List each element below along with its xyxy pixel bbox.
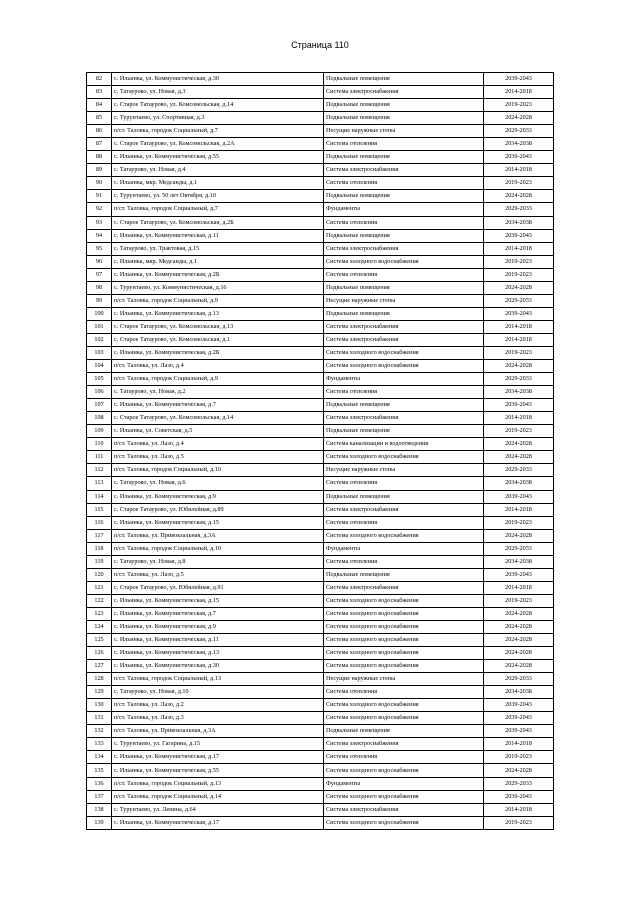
address-cell: с. Старое Татаурово, ул. Юбилейная, д.91 bbox=[112, 581, 324, 594]
row-number: 108 bbox=[87, 412, 112, 425]
address-cell: с. Старое Татаурово, ул. Комсомольская, д.1 bbox=[112, 333, 324, 346]
row-number: 126 bbox=[87, 647, 112, 660]
period-cell: 2019-2023 bbox=[484, 594, 554, 607]
element-cell: Система холодного водоснабжения bbox=[324, 699, 484, 712]
table-row bbox=[87, 255, 554, 268]
address-cell: п/ст. Таловка, ул. Лазо, д.5 bbox=[112, 451, 324, 464]
period-cell: 2019-2023 bbox=[484, 177, 554, 190]
period-cell: 2029-2033 bbox=[484, 125, 554, 138]
row-number: 87 bbox=[87, 138, 112, 151]
element-cell: Система холодного водоснабжения bbox=[324, 660, 484, 673]
row-number: 111 bbox=[87, 451, 112, 464]
table-row bbox=[87, 790, 554, 803]
table-row bbox=[87, 464, 554, 477]
row-number: 110 bbox=[87, 438, 112, 451]
row-number: 93 bbox=[87, 216, 112, 229]
address-cell: с. Турунтаево, ул. 50 лет Октября, д.10 bbox=[112, 190, 324, 203]
row-number: 105 bbox=[87, 373, 112, 386]
element-cell: Система отопления bbox=[324, 386, 484, 399]
address-cell: с. Старое Татаурово, ул. Комсомольская, д.2А bbox=[112, 138, 324, 151]
table-row bbox=[87, 542, 554, 555]
element-cell: Система холодного водоснабжения bbox=[324, 764, 484, 777]
address-cell: п/ст. Таловка, городок Социальный, д.7 bbox=[112, 125, 324, 138]
address-cell: с. Ильинка, ул. Коммунистическая, д.17 bbox=[112, 816, 324, 829]
address-cell: с. Ильинка, ул. Советская, д.5 bbox=[112, 425, 324, 438]
element-cell: Несущие наружные стены bbox=[324, 125, 484, 138]
row-number: 115 bbox=[87, 503, 112, 516]
table-row bbox=[87, 73, 554, 86]
address-cell: с. Ильинка, ул. Коммунистическая, д.11 bbox=[112, 634, 324, 647]
row-number: 109 bbox=[87, 425, 112, 438]
element-cell: Система отопления bbox=[324, 477, 484, 490]
row-number: 131 bbox=[87, 712, 112, 725]
period-cell: 2034-2038 bbox=[484, 686, 554, 699]
address-cell: с. Ильинка, мкр. Медсанды, д.1 bbox=[112, 177, 324, 190]
period-cell: 2014-2018 bbox=[484, 320, 554, 333]
registry-table bbox=[86, 72, 554, 830]
table-row bbox=[87, 725, 554, 738]
element-cell: Система электроснабжения bbox=[324, 503, 484, 516]
period-cell: 2019-2023 bbox=[484, 255, 554, 268]
element-cell: Подвальные помещения bbox=[324, 568, 484, 581]
address-cell: с. Татаурово, ул. Новая, д.3 bbox=[112, 86, 324, 99]
period-cell: 2019-2023 bbox=[484, 516, 554, 529]
row-number: 132 bbox=[87, 725, 112, 738]
period-cell: 2029-2033 bbox=[484, 777, 554, 790]
period-cell: 2024-2028 bbox=[484, 620, 554, 633]
period-cell: 2039-2043 bbox=[484, 699, 554, 712]
row-number: 134 bbox=[87, 751, 112, 764]
table-row bbox=[87, 751, 554, 764]
table-row bbox=[87, 568, 554, 581]
address-cell: с. Турунтаево, ул. Ленина, д.64 bbox=[112, 803, 324, 816]
address-cell: п/ст. Таловка, городок Социальный, д.7 bbox=[112, 203, 324, 216]
address-cell: с. Старое Татаурово, ул. Комсомольская, д.2Б bbox=[112, 216, 324, 229]
row-number: 139 bbox=[87, 816, 112, 829]
table-row bbox=[87, 307, 554, 320]
element-cell: Фундаменты bbox=[324, 542, 484, 555]
row-number: 104 bbox=[87, 360, 112, 373]
element-cell: Несущие наружные стены bbox=[324, 673, 484, 686]
address-cell: с. Ильинка, ул. Коммунистическая, д.55 bbox=[112, 151, 324, 164]
table-row bbox=[87, 816, 554, 829]
table-row bbox=[87, 777, 554, 790]
period-cell: 2029-2033 bbox=[484, 294, 554, 307]
table-row bbox=[87, 686, 554, 699]
table-row bbox=[87, 373, 554, 386]
row-number: 127 bbox=[87, 660, 112, 673]
period-cell: 2019-2023 bbox=[484, 99, 554, 112]
table-row bbox=[87, 294, 554, 307]
element-cell: Несущие наружные стены bbox=[324, 294, 484, 307]
element-cell: Подвальные помещения bbox=[324, 425, 484, 438]
row-number: 90 bbox=[87, 177, 112, 190]
element-cell: Система холодного водоснабжения bbox=[324, 634, 484, 647]
address-cell: с. Ильинка, ул. Коммунистическая, д.7 bbox=[112, 399, 324, 412]
element-cell: Подвальные помещения bbox=[324, 190, 484, 203]
row-number: 124 bbox=[87, 620, 112, 633]
table-row bbox=[87, 516, 554, 529]
element-cell: Подвальные помещения bbox=[324, 73, 484, 86]
row-number: 135 bbox=[87, 764, 112, 777]
address-cell: с. Ильинка, ул. Коммунистическая, д.11 bbox=[112, 229, 324, 242]
period-cell: 2039-2043 bbox=[484, 490, 554, 503]
address-cell: п/ст. Таловка, ул. Привокзальная, д.3А bbox=[112, 529, 324, 542]
row-number: 114 bbox=[87, 490, 112, 503]
element-cell: Система электроснабжения bbox=[324, 581, 484, 594]
element-cell: Система электроснабжения bbox=[324, 333, 484, 346]
address-cell: с. Старое Татаурово, ул. Комсомольская, д.14 bbox=[112, 412, 324, 425]
period-cell: 2024-2028 bbox=[484, 112, 554, 125]
period-cell: 2029-2033 bbox=[484, 673, 554, 686]
element-cell: Подвальные помещения bbox=[324, 490, 484, 503]
element-cell: Система холодного водоснабжения bbox=[324, 816, 484, 829]
period-cell: 2019-2023 bbox=[484, 425, 554, 438]
element-cell: Подвальные помещения bbox=[324, 307, 484, 320]
element-cell: Подвальные помещения bbox=[324, 151, 484, 164]
address-cell: с. Ильинка, ул. Коммунистическая, д.55 bbox=[112, 764, 324, 777]
row-number: 94 bbox=[87, 229, 112, 242]
period-cell: 2034-2038 bbox=[484, 477, 554, 490]
address-cell: с. Ильинка, ул. Коммунистическая, д.2Б bbox=[112, 346, 324, 359]
row-number: 129 bbox=[87, 686, 112, 699]
row-number: 88 bbox=[87, 151, 112, 164]
period-cell: 2039-2043 bbox=[484, 73, 554, 86]
element-cell: Система электроснабжения bbox=[324, 86, 484, 99]
period-cell: 2014-2018 bbox=[484, 242, 554, 255]
element-cell: Система отопления bbox=[324, 516, 484, 529]
row-number: 123 bbox=[87, 607, 112, 620]
row-number: 91 bbox=[87, 190, 112, 203]
row-number: 119 bbox=[87, 555, 112, 568]
table-row bbox=[87, 660, 554, 673]
table-row bbox=[87, 320, 554, 333]
row-number: 128 bbox=[87, 673, 112, 686]
address-cell: с. Ильинка, ул. Коммунистическая, д.15 bbox=[112, 516, 324, 529]
address-cell: п/ст. Таловка, городок Социальный, д.10 bbox=[112, 464, 324, 477]
element-cell: Фундаменты bbox=[324, 777, 484, 790]
period-cell: 2029-2033 bbox=[484, 203, 554, 216]
table-row bbox=[87, 86, 554, 99]
table-row bbox=[87, 764, 554, 777]
address-cell: с. Татаурово, ул. Новая, д.4 bbox=[112, 164, 324, 177]
element-cell: Подвальные помещения bbox=[324, 99, 484, 112]
table-row bbox=[87, 581, 554, 594]
period-cell: 2039-2043 bbox=[484, 712, 554, 725]
address-cell: с. Ильинка, мкр. Медсанды, д.1 bbox=[112, 255, 324, 268]
period-cell: 2039-2043 bbox=[484, 151, 554, 164]
address-cell: п/ст. Таловка, ул. Лазо, д.2 bbox=[112, 699, 324, 712]
row-number: 138 bbox=[87, 803, 112, 816]
element-cell: Система электроснабжения bbox=[324, 738, 484, 751]
address-cell: п/ст. Таловка, городок Социальный, д.10 bbox=[112, 542, 324, 555]
address-cell: с. Ильинка, ул. Коммунистическая, д.7 bbox=[112, 607, 324, 620]
element-cell: Система холодного водоснабжения bbox=[324, 712, 484, 725]
element-cell: Система электроснабжения bbox=[324, 242, 484, 255]
table-row bbox=[87, 673, 554, 686]
address-cell: с. Ильинка, ул. Коммунистическая, д.15 bbox=[112, 594, 324, 607]
table-row bbox=[87, 490, 554, 503]
table-row bbox=[87, 555, 554, 568]
address-cell: п/ст. Таловка, ул. Лазо, д.5 bbox=[112, 568, 324, 581]
address-cell: с. Ильинка, ул. Коммунистическая, д.13 bbox=[112, 307, 324, 320]
row-number: 122 bbox=[87, 594, 112, 607]
period-cell: 2039-2043 bbox=[484, 725, 554, 738]
row-number: 102 bbox=[87, 333, 112, 346]
period-cell: 2029-2033 bbox=[484, 542, 554, 555]
period-cell: 2019-2023 bbox=[484, 816, 554, 829]
row-number: 98 bbox=[87, 281, 112, 294]
element-cell: Подвальные помещения bbox=[324, 112, 484, 125]
row-number: 85 bbox=[87, 112, 112, 125]
row-number: 89 bbox=[87, 164, 112, 177]
period-cell: 2039-2043 bbox=[484, 790, 554, 803]
period-cell: 2034-2038 bbox=[484, 216, 554, 229]
row-number: 92 bbox=[87, 203, 112, 216]
element-cell: Система отопления bbox=[324, 268, 484, 281]
element-cell: Система отопления bbox=[324, 555, 484, 568]
address-cell: с. Старое Татаурово, ул. Юбилейная, д.89 bbox=[112, 503, 324, 516]
table-row bbox=[87, 803, 554, 816]
page-header: Страница 110 bbox=[291, 40, 349, 50]
period-cell: 2029-2033 bbox=[484, 464, 554, 477]
table-row bbox=[87, 229, 554, 242]
period-cell: 2019-2023 bbox=[484, 268, 554, 281]
address-cell: п/ст. Таловка, ул. Лазо, д.4 bbox=[112, 360, 324, 373]
table-row bbox=[87, 112, 554, 125]
table-row bbox=[87, 333, 554, 346]
period-cell: 2034-2038 bbox=[484, 386, 554, 399]
period-cell: 2014-2018 bbox=[484, 412, 554, 425]
table-row bbox=[87, 268, 554, 281]
element-cell: Подвальные помещения bbox=[324, 725, 484, 738]
table-row bbox=[87, 503, 554, 516]
element-cell: Система отопления bbox=[324, 138, 484, 151]
row-number: 113 bbox=[87, 477, 112, 490]
period-cell: 2014-2018 bbox=[484, 738, 554, 751]
table-row bbox=[87, 125, 554, 138]
row-number: 118 bbox=[87, 542, 112, 555]
row-number: 130 bbox=[87, 699, 112, 712]
address-cell: п/ст. Таловка, ул. Лазо, д.4 bbox=[112, 438, 324, 451]
address-cell: с. Ильинка, ул. Коммунистическая, д.9 bbox=[112, 490, 324, 503]
element-cell: Система холодного водоснабжения bbox=[324, 346, 484, 359]
table-row bbox=[87, 438, 554, 451]
element-cell: Система электроснабжения bbox=[324, 412, 484, 425]
element-cell: Система канализации и водоотведения bbox=[324, 438, 484, 451]
element-cell: Фундаменты bbox=[324, 373, 484, 386]
row-number: 137 bbox=[87, 790, 112, 803]
address-cell: п/ст. Таловка, городок Социальный, д.13 bbox=[112, 777, 324, 790]
period-cell: 2024-2028 bbox=[484, 647, 554, 660]
row-number: 97 bbox=[87, 268, 112, 281]
table-row bbox=[87, 242, 554, 255]
element-cell: Система отопления bbox=[324, 177, 484, 190]
table-row bbox=[87, 386, 554, 399]
address-cell: с. Ильинка, ул. Коммунистическая, д.30 bbox=[112, 660, 324, 673]
table-row bbox=[87, 281, 554, 294]
period-cell: 2024-2028 bbox=[484, 660, 554, 673]
element-cell: Система холодного водоснабжения bbox=[324, 255, 484, 268]
row-number: 103 bbox=[87, 346, 112, 359]
address-cell: с. Ильинка, ул. Коммунистическая, д.9 bbox=[112, 620, 324, 633]
element-cell: Система электроснабжения bbox=[324, 320, 484, 333]
row-number: 133 bbox=[87, 738, 112, 751]
table-row bbox=[87, 594, 554, 607]
table-row bbox=[87, 177, 554, 190]
row-number: 116 bbox=[87, 516, 112, 529]
row-number: 84 bbox=[87, 99, 112, 112]
address-cell: с. Турунтаево, ул. Спортивная, д.3 bbox=[112, 112, 324, 125]
address-cell: с. Татаурово, ул. Новая, д.10 bbox=[112, 686, 324, 699]
period-cell: 2024-2028 bbox=[484, 190, 554, 203]
row-number: 83 bbox=[87, 86, 112, 99]
period-cell: 2024-2028 bbox=[484, 281, 554, 294]
period-cell: 2019-2023 bbox=[484, 346, 554, 359]
table-row bbox=[87, 699, 554, 712]
address-cell: с. Татаурово, ул. Новая, д.2 bbox=[112, 386, 324, 399]
table-row bbox=[87, 138, 554, 151]
element-cell: Система холодного водоснабжения bbox=[324, 594, 484, 607]
address-cell: с. Ильинка, ул. Коммунистическая, д.30 bbox=[112, 73, 324, 86]
table-row bbox=[87, 151, 554, 164]
element-cell: Система холодного водоснабжения bbox=[324, 647, 484, 660]
table-row bbox=[87, 360, 554, 373]
row-number: 86 bbox=[87, 125, 112, 138]
row-number: 125 bbox=[87, 634, 112, 647]
address-cell: с. Турунтаево, ул. Гагарина, д.15 bbox=[112, 738, 324, 751]
registry-table-body bbox=[87, 73, 554, 830]
table-row bbox=[87, 620, 554, 633]
period-cell: 2039-2043 bbox=[484, 399, 554, 412]
element-cell: Система холодного водоснабжения bbox=[324, 607, 484, 620]
row-number: 100 bbox=[87, 307, 112, 320]
period-cell: 2024-2028 bbox=[484, 764, 554, 777]
element-cell: Подвальные помещения bbox=[324, 281, 484, 294]
element-cell: Система отопления bbox=[324, 686, 484, 699]
row-number: 120 bbox=[87, 568, 112, 581]
row-number: 121 bbox=[87, 581, 112, 594]
table-row bbox=[87, 647, 554, 660]
period-cell: 2014-2018 bbox=[484, 803, 554, 816]
element-cell: Система холодного водоснабжения bbox=[324, 529, 484, 542]
period-cell: 2014-2018 bbox=[484, 581, 554, 594]
address-cell: с. Ильинка, ул. Коммунистическая, д.13 bbox=[112, 647, 324, 660]
table-row bbox=[87, 607, 554, 620]
element-cell: Система электроснабжения bbox=[324, 164, 484, 177]
table-row bbox=[87, 738, 554, 751]
period-cell: 2024-2028 bbox=[484, 634, 554, 647]
address-cell: с. Турунтаево, ул. Коммунистическая, д.16 bbox=[112, 281, 324, 294]
period-cell: 2029-2033 bbox=[484, 373, 554, 386]
element-cell: Система холодного водоснабжения bbox=[324, 790, 484, 803]
period-cell: 2034-2038 bbox=[484, 555, 554, 568]
table-row bbox=[87, 477, 554, 490]
element-cell: Система холодного водоснабжения bbox=[324, 620, 484, 633]
address-cell: п/ст. Таловка, городок Социальный, д.9 bbox=[112, 294, 324, 307]
element-cell: Система электроснабжения bbox=[324, 803, 484, 816]
row-number: 96 bbox=[87, 255, 112, 268]
element-cell: Система холодного водоснабжения bbox=[324, 451, 484, 464]
period-cell: 2019-2023 bbox=[484, 751, 554, 764]
element-cell: Система отопления bbox=[324, 751, 484, 764]
period-cell: 2024-2028 bbox=[484, 529, 554, 542]
row-number: 112 bbox=[87, 464, 112, 477]
table-row bbox=[87, 412, 554, 425]
address-cell: с. Татаурово, ул. Трактовая, д.15 bbox=[112, 242, 324, 255]
address-cell: п/ст. Таловка, ул. Привокзальная, д.3А bbox=[112, 725, 324, 738]
table-row bbox=[87, 99, 554, 112]
table-row bbox=[87, 346, 554, 359]
period-cell: 2024-2028 bbox=[484, 451, 554, 464]
address-cell: п/ст. Таловка, городок Социальный, д.13 bbox=[112, 673, 324, 686]
period-cell: 2024-2028 bbox=[484, 438, 554, 451]
row-number: 95 bbox=[87, 242, 112, 255]
address-cell: с. Старое Татаурово, ул. Комсомольская, д.14 bbox=[112, 99, 324, 112]
period-cell: 2034-2038 bbox=[484, 138, 554, 151]
period-cell: 2014-2018 bbox=[484, 333, 554, 346]
period-cell: 2039-2043 bbox=[484, 568, 554, 581]
period-cell: 2014-2018 bbox=[484, 164, 554, 177]
row-number: 106 bbox=[87, 386, 112, 399]
row-number: 117 bbox=[87, 529, 112, 542]
element-cell: Подвальные помещения bbox=[324, 399, 484, 412]
table-row bbox=[87, 190, 554, 203]
row-number: 107 bbox=[87, 399, 112, 412]
element-cell: Система отопления bbox=[324, 216, 484, 229]
period-cell: 2024-2028 bbox=[484, 360, 554, 373]
table-row bbox=[87, 399, 554, 412]
table-row bbox=[87, 425, 554, 438]
period-cell: 2014-2018 bbox=[484, 86, 554, 99]
table-row bbox=[87, 712, 554, 725]
row-number: 136 bbox=[87, 777, 112, 790]
row-number: 101 bbox=[87, 320, 112, 333]
table-row bbox=[87, 216, 554, 229]
element-cell: Несущие наружные стены bbox=[324, 464, 484, 477]
period-cell: 2039-2043 bbox=[484, 229, 554, 242]
table-row bbox=[87, 451, 554, 464]
element-cell: Подвальные помещения bbox=[324, 229, 484, 242]
element-cell: Фундаменты bbox=[324, 203, 484, 216]
address-cell: с. Ильинка, ул. Коммунистическая, д.17 bbox=[112, 751, 324, 764]
address-cell: с. Ильинка, ул. Коммунистическая, д.2Б bbox=[112, 268, 324, 281]
address-cell: с. Старое Татаурово, ул. Комсомольская, д.13 bbox=[112, 320, 324, 333]
element-cell: Система холодного водоснабжения bbox=[324, 360, 484, 373]
address-cell: п/ст. Таловка, ул. Лазо, д.3 bbox=[112, 712, 324, 725]
table-row bbox=[87, 634, 554, 647]
row-number: 99 bbox=[87, 294, 112, 307]
address-cell: с. Татаурово, ул. Новая, д.8 bbox=[112, 555, 324, 568]
table-row bbox=[87, 529, 554, 542]
period-cell: 2014-2018 bbox=[484, 503, 554, 516]
period-cell: 2024-2028 bbox=[484, 607, 554, 620]
address-cell: п/ст. Таловка, городок Социальный, д.9 bbox=[112, 373, 324, 386]
table-row bbox=[87, 203, 554, 216]
address-cell: с. Татаурово, ул. Новая, д.6 bbox=[112, 477, 324, 490]
address-cell: п/ст. Таловка, городок Социальный, д.14 bbox=[112, 790, 324, 803]
period-cell: 2039-2043 bbox=[484, 307, 554, 320]
row-number: 82 bbox=[87, 73, 112, 86]
table-row bbox=[87, 164, 554, 177]
